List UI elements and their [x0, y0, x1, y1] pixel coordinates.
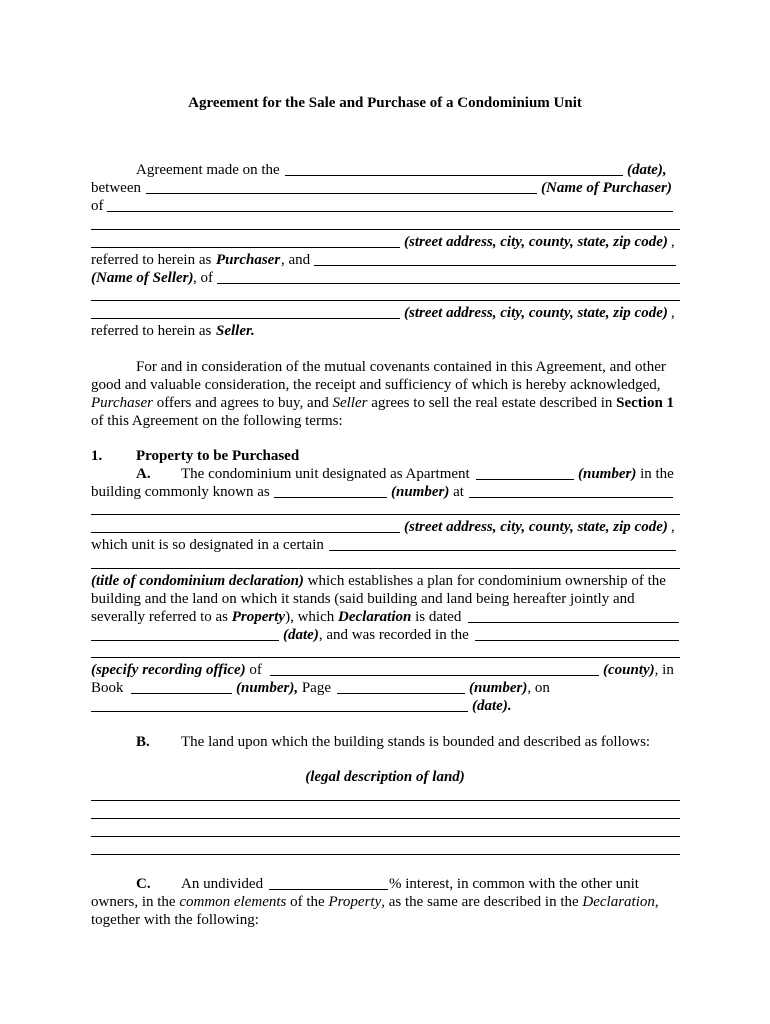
on-text: , on	[527, 680, 550, 696]
recording-office-blank-2[interactable]	[91, 657, 680, 658]
recorded-date-blank[interactable]	[91, 699, 468, 712]
recording-office-label: (specify recording office)	[91, 662, 246, 678]
undivided-text: An undivided	[181, 876, 264, 892]
interest-percent-blank[interactable]	[269, 877, 388, 890]
comma: ,	[671, 519, 675, 535]
referred-text: referred to herein as	[91, 323, 212, 339]
declaration-text-1: which establishes a plan for condominium ownership of the	[303, 573, 666, 589]
property-term: Property	[328, 894, 382, 910]
declaration-text-2: building and the land on which it stands (said building and land being hereafter jointly and	[91, 591, 635, 607]
item-c-label: C.	[136, 876, 151, 892]
legal-description-label	[0, 768, 770, 786]
section-number: 1.	[91, 448, 103, 464]
item-a-label: A.	[136, 466, 151, 482]
and-text: , and	[281, 252, 311, 268]
purchaser-address-blank-3[interactable]	[91, 235, 400, 248]
address-label: (street address, city, county, state, zip code)	[404, 234, 668, 250]
building-address-blank-3[interactable]	[91, 520, 400, 533]
declaration-date-blank-1[interactable]	[468, 610, 679, 623]
purchaser-address-blank-1[interactable]	[107, 199, 673, 212]
owners-text: owners, in the	[91, 894, 180, 910]
county-blank[interactable]	[270, 663, 599, 676]
section-1-ref: Section 1	[616, 395, 675, 411]
comma: ,	[671, 234, 675, 250]
designated-text: which unit is so designated in a certain	[91, 537, 324, 553]
purchaser-address-blank-2[interactable]	[91, 229, 680, 230]
of-text: of	[91, 198, 104, 214]
item-b-text: The land upon which the building stands is bounded and described as follows:	[181, 734, 651, 750]
seller-name-label: (Name of Seller)	[91, 270, 194, 286]
declaration-title-blank-2[interactable]	[91, 568, 680, 569]
declaration-text-3a: severally referred to as	[91, 609, 232, 625]
purchaser-term: Purchaser	[216, 252, 281, 268]
apartment-text: The condominium unit designated as Apartment	[181, 466, 470, 482]
interest-text: % interest, in common with the other unit	[389, 876, 639, 892]
common-elements-term: common elements	[179, 894, 287, 910]
of-text: of	[245, 662, 262, 678]
seller-term: Seller	[332, 395, 368, 411]
number-label: (number),	[236, 680, 299, 696]
date-label: (date),	[627, 162, 667, 178]
comma: ,	[654, 894, 659, 910]
consideration-text-3b: agrees to sell the real estate described in	[367, 395, 617, 411]
seller-address-blank-1[interactable]	[217, 271, 680, 284]
declaration-term: Declaration	[582, 894, 655, 910]
page-text: Page	[298, 680, 332, 696]
building-known-text: building commonly known as	[91, 484, 270, 500]
recording-office-blank-1[interactable]	[475, 628, 679, 641]
declaration-title-blank-1[interactable]	[329, 538, 676, 551]
recorded-text: , and was recorded in the	[318, 627, 469, 643]
building-address-blank-2[interactable]	[91, 514, 680, 515]
number-label: (number)	[469, 680, 528, 696]
legal-description-blank-1[interactable]	[91, 800, 680, 801]
declaration-text-3b: ), which	[285, 609, 338, 625]
between-text: between	[91, 180, 141, 196]
number-label: (number)	[578, 466, 637, 482]
declaration-date-blank-2[interactable]	[91, 628, 279, 641]
item-b-label: B.	[136, 734, 150, 750]
legal-description-blank-2[interactable]	[91, 818, 680, 819]
seller-address-blank-3[interactable]	[91, 306, 400, 319]
document-title: Agreement for the Sale and Purchase of a Condominium Unit	[188, 95, 582, 111]
section-heading: Property to be Purchased	[136, 448, 300, 464]
purchaser-name-label: (Name of Purchaser)	[541, 180, 672, 196]
in-the-text: in the	[636, 466, 674, 482]
number-label: (number)	[391, 484, 450, 500]
of-text: , of	[193, 270, 213, 286]
seller-term: Seller.	[216, 323, 255, 339]
described-text: , as the same are described in the	[381, 894, 583, 910]
purchaser-name-blank[interactable]	[146, 181, 537, 194]
purchaser-term: Purchaser	[91, 395, 153, 411]
county-label: (county)	[603, 662, 655, 678]
book-text: Book	[91, 680, 124, 696]
building-number-blank[interactable]	[274, 485, 387, 498]
building-address-blank-1[interactable]	[469, 485, 673, 498]
comma: ,	[671, 305, 675, 321]
in-text: , in	[654, 662, 674, 678]
agreement-date-blank[interactable]	[285, 163, 623, 176]
together-text: together with the following:	[91, 912, 259, 928]
seller-name-blank[interactable]	[314, 253, 676, 266]
consideration-text-2: good and valuable consideration, the receipt and sufficiency of which is hereby acknowledged,	[91, 377, 661, 393]
consideration-text-4: of this Agreement on the following terms:	[91, 413, 343, 429]
date-label: (date)	[283, 627, 319, 643]
legal-description-blank-3[interactable]	[91, 836, 680, 837]
date-label: (date).	[472, 698, 512, 714]
address-label: (street address, city, county, state, zip code)	[404, 519, 668, 535]
declaration-text-3c: is dated	[411, 609, 462, 625]
property-term: Property	[231, 609, 286, 625]
seller-address-blank-2[interactable]	[91, 300, 680, 301]
of-the-text: of the	[286, 894, 329, 910]
title-of-declaration-label: (title of condominium declaration)	[91, 573, 304, 589]
declaration-term: Declaration	[338, 609, 412, 625]
legal-description-blank-4[interactable]	[91, 854, 680, 855]
address-label: (street address, city, county, state, zip code)	[404, 305, 668, 321]
consideration-text-1: For and in consideration of the mutual covenants contained in this Agreement, and other	[136, 359, 666, 375]
made-on-text: Agreement made on the	[136, 162, 280, 178]
consideration-text-3a: offers and agrees to buy, and	[152, 395, 333, 411]
apartment-number-blank[interactable]	[476, 467, 574, 480]
at-text: at	[449, 484, 464, 500]
page-number-blank[interactable]	[337, 681, 465, 694]
legal-description-text: (legal description of land)	[305, 769, 465, 785]
referred-text: referred to herein as	[91, 252, 212, 268]
book-number-blank[interactable]	[131, 681, 232, 694]
